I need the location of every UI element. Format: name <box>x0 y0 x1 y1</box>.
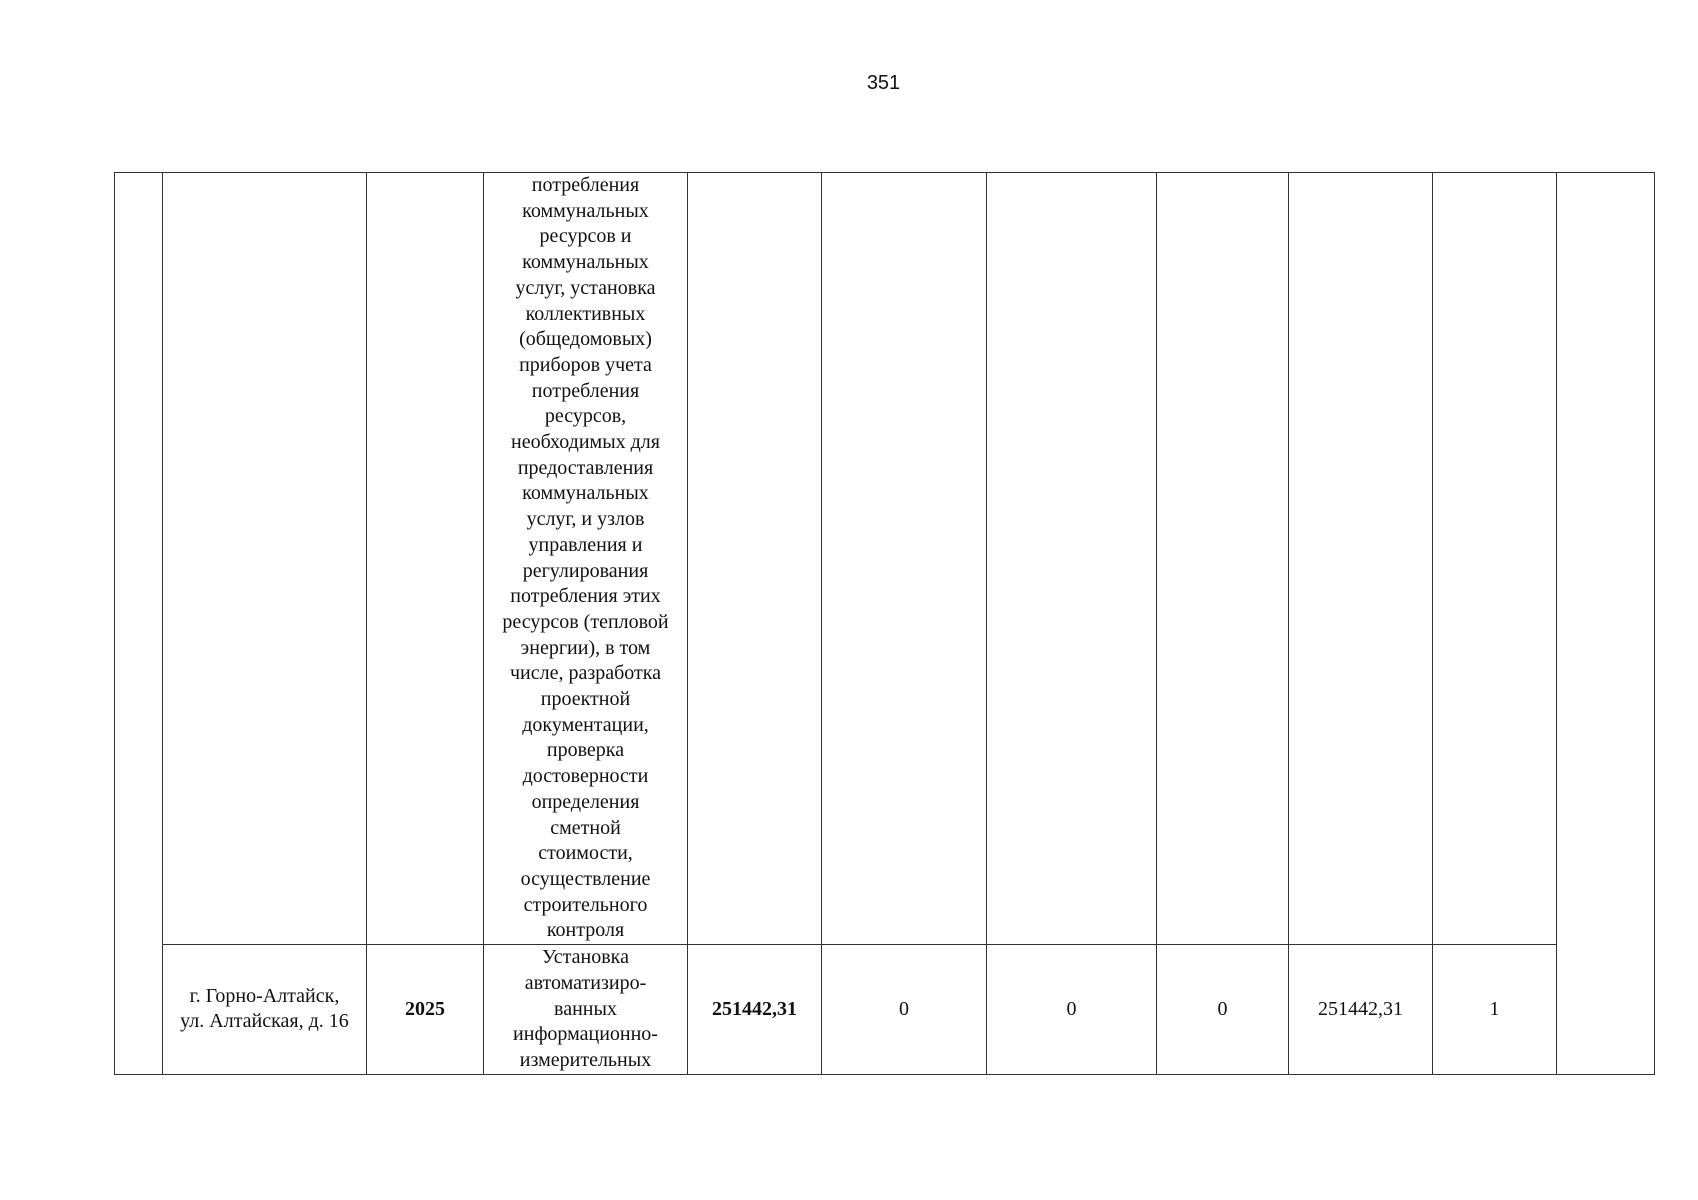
cell-col-c: 0 <box>1157 945 1289 1075</box>
page-number: 351 <box>866 72 901 94</box>
cell-last <box>1557 173 1655 1075</box>
cell-col-d <box>1289 173 1433 945</box>
cell-col-a <box>822 173 987 945</box>
cell-total: 251442,31 <box>688 945 822 1075</box>
works-table <box>114 172 1655 1075</box>
table-row-continued <box>115 173 1655 945</box>
cell-year <box>367 173 484 945</box>
cell-work-description: Установка автоматизиро- ванных информационно- измерительных <box>484 945 688 1075</box>
cell-col-b <box>987 173 1157 945</box>
cell-number <box>115 173 163 1075</box>
table-row-entry <box>115 945 1655 1075</box>
cell-total <box>688 173 822 945</box>
cell-address: г. Горно-Алтайск, ул. Алтайская, д. 16 <box>163 945 367 1075</box>
cell-work-description: потребления коммунальных ресурсов и коммунальных услуг, установка коллективных (общедомовых) приборов учета потребления ресурсов, необходимых для предоставления коммунальных услуг, и узлов управления и регулирования потребления этих ресурсов (тепловой энергии), в том числе, разработка проектной документации, проверка достоверности определения сметной стоимости, осуществление строительного контроля <box>484 173 688 945</box>
cell-col-b: 0 <box>987 945 1157 1075</box>
cell-col-d: 251442,31 <box>1289 945 1433 1075</box>
cell-col-e: 1 <box>1433 945 1557 1075</box>
cell-address <box>163 173 367 945</box>
cell-col-c <box>1157 173 1289 945</box>
cell-col-e <box>1433 173 1557 945</box>
cell-year: 2025 <box>367 945 484 1075</box>
cell-col-a: 0 <box>822 945 987 1075</box>
